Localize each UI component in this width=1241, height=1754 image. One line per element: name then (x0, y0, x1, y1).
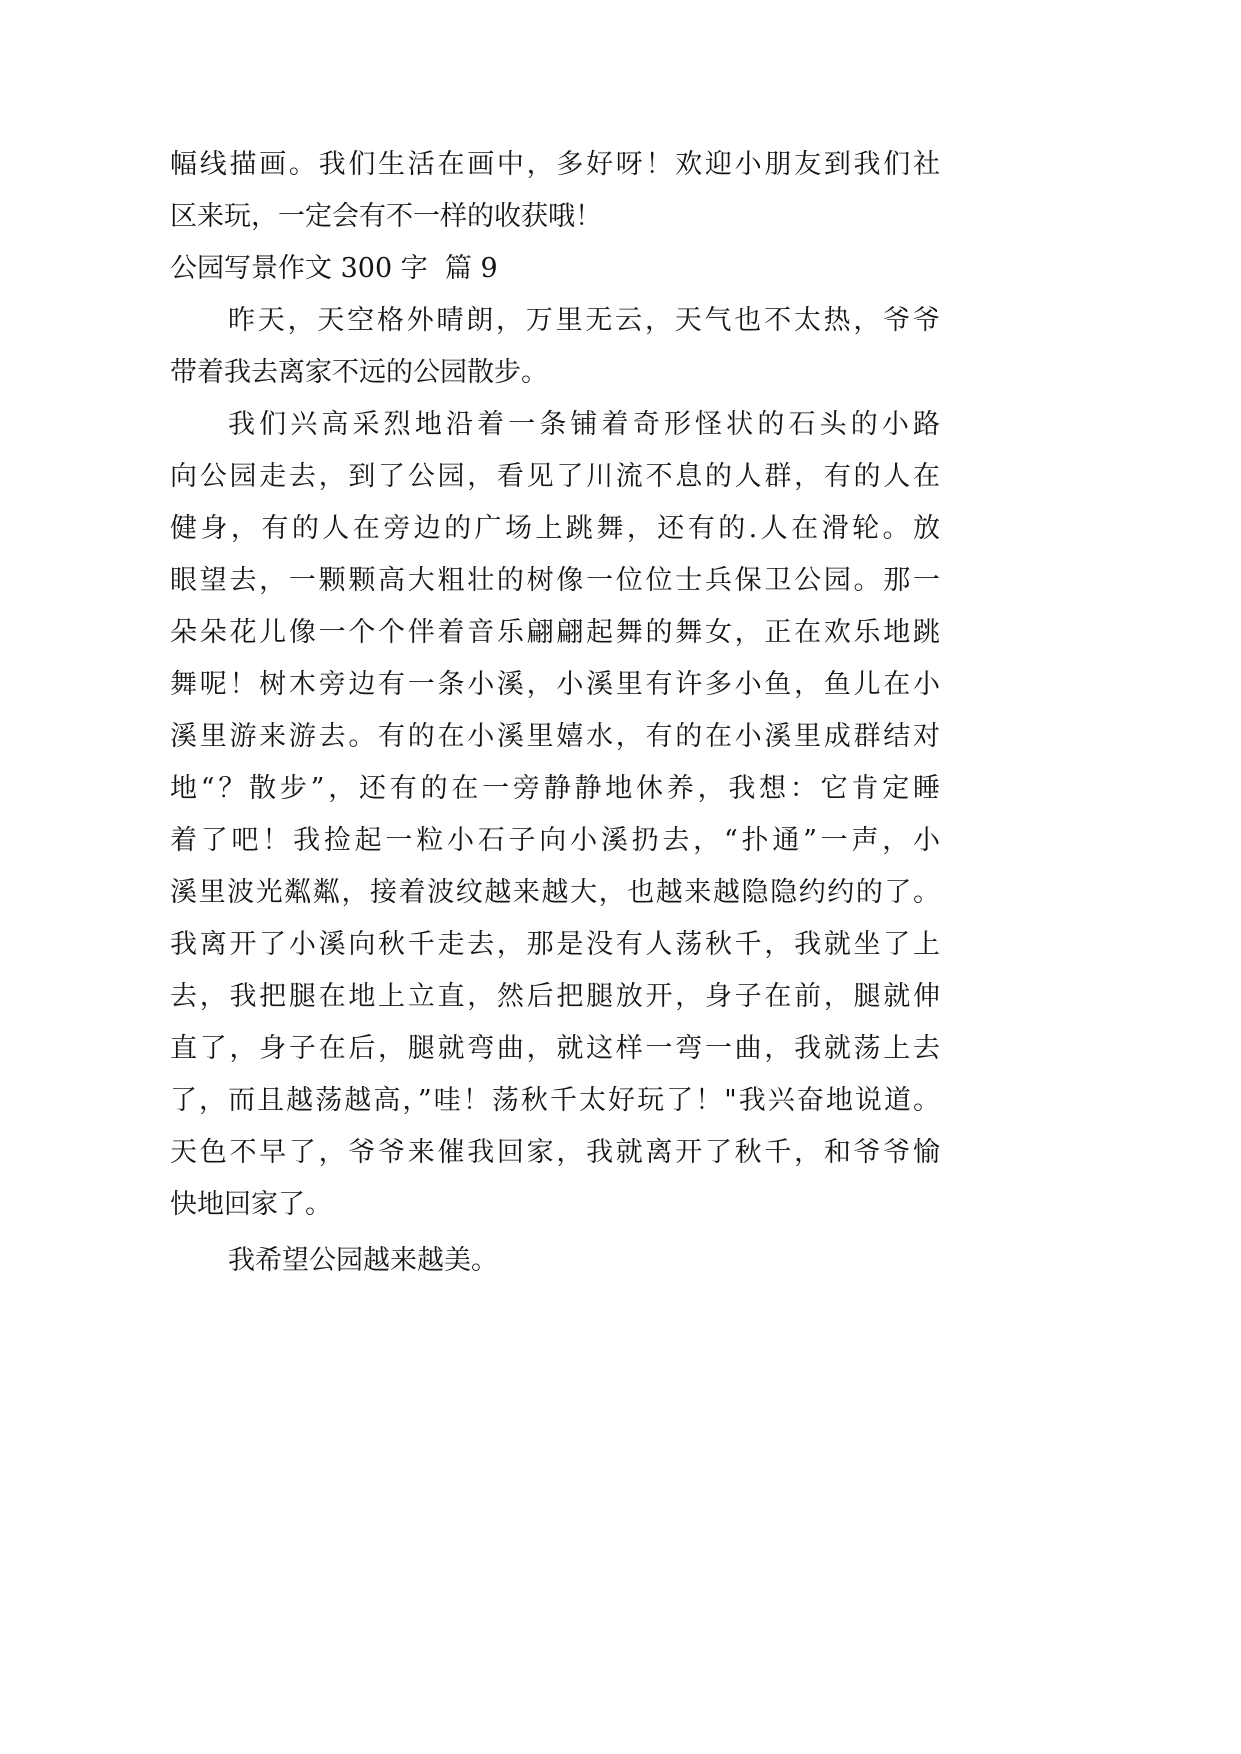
text-line: 向公园走去，到了公园，看见了川流不息的人群，有的人在 (170, 461, 940, 492)
text-line: 溪里波光粼粼，接着波纹越来越大，也越来越隐隐约约的了。 (170, 877, 940, 908)
text-line: 区来玩，一定会有不一样的收获哦！ (170, 201, 602, 232)
text-line: 去，我把腿在地上立直，然后把腿放开，身子在前，腿就伸 (170, 981, 940, 1012)
section-heading: 公园写景作文 300 字 篇 9 (170, 253, 498, 284)
paragraph-continued (170, 139, 940, 243)
text-line: 舞呢！树木旁边有一条小溪，小溪里有许多小鱼，鱼儿在小 (170, 669, 940, 700)
text-line: 天色不早了，爷爷来催我回家，我就离开了秋千，和爷爷愉 (170, 1137, 940, 1168)
text-line: 我离开了小溪向秋千走去，那是没有人荡秋千，我就坐了上 (170, 929, 940, 960)
text-line: 昨天，天空格外晴朗，万里无云，天气也不太热，爷爷 (228, 305, 940, 336)
text-line: 我们兴高采烈地沿着一条铺着奇形怪状的石头的小路 (228, 409, 940, 440)
text-line: 了，而且越荡越高，”哇！荡秋千太好玩了！"我兴奋地说道。 (170, 1085, 940, 1116)
text-line: 我希望公园越来越美。 (228, 1245, 498, 1276)
text-line: 溪里游来游去。有的在小溪里嬉水，有的在小溪里成群结对 (170, 721, 940, 752)
text-line: 着了吧！我捡起一粒小石子向小溪扔去，“扑通”一声，小 (170, 825, 940, 856)
text-line: 健身，有的人在旁边的广场上跳舞，还有的.人在滑轮。放 (170, 513, 940, 544)
text-line: 地“？散步”，还有的在一旁静静地休养，我想：它肯定睡 (170, 773, 940, 804)
paragraph-3 (170, 1235, 940, 1287)
paragraph-2 (170, 399, 940, 1231)
text-line: 朵朵花儿像一个个伴着音乐翩翩起舞的舞女，正在欢乐地跳 (170, 617, 940, 648)
essay-body (170, 139, 940, 1287)
text-line: 直了，身子在后，腿就弯曲，就这样一弯一曲，我就荡上去 (170, 1033, 940, 1064)
text-line: 带着我去离家不远的公园散步。 (170, 357, 548, 388)
text-line: 幅线描画。我们生活在画中，多好呀！欢迎小朋友到我们社 (170, 149, 940, 180)
paragraph-1 (170, 295, 940, 399)
text-line: 眼望去，一颗颗高大粗壮的树像一位位士兵保卫公园。那一 (170, 565, 940, 596)
text-line: 快地回家了。 (170, 1189, 332, 1220)
